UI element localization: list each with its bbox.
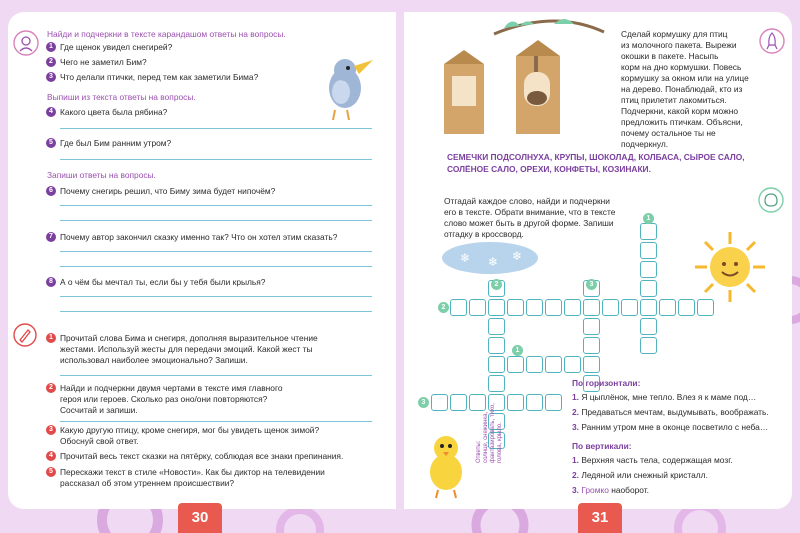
crossword-instruction-4: отгадку в кроссворд. bbox=[444, 229, 524, 239]
task-5-line1: Перескажи текст в стиле «Новости». Как бы диктор на телевидении bbox=[60, 467, 325, 477]
crossword-number: 2 bbox=[491, 279, 502, 290]
crossword-cell[interactable] bbox=[545, 356, 562, 373]
crossword-cell[interactable] bbox=[640, 280, 657, 297]
answer-line[interactable] bbox=[60, 205, 372, 206]
across-clue-2 bbox=[572, 407, 769, 418]
feeder-text-11: подчеркнул. bbox=[621, 139, 669, 149]
question-number: 5 bbox=[46, 138, 56, 148]
question-7: Почему автор закончил сказку именно так? Что он хотел этим сказать? bbox=[60, 232, 338, 242]
answer-line[interactable] bbox=[60, 311, 372, 312]
crossword-cell[interactable] bbox=[545, 394, 562, 411]
section3-header: Запиши ответы на вопросы. bbox=[47, 170, 156, 180]
feeder-text-6: на дерево. Понаблюдай, кто из bbox=[621, 84, 743, 94]
clue-number: 2. bbox=[572, 470, 579, 480]
crossword-cell[interactable] bbox=[507, 394, 524, 411]
rocket-icon bbox=[758, 27, 786, 55]
section1-header: Найди и подчеркни в тексте карандашом ответы на вопросы. bbox=[47, 29, 286, 39]
question-5: Где был Бим ранним утром? bbox=[60, 138, 172, 148]
answers-line: голова, крыло. bbox=[497, 422, 503, 463]
clue-text: наоборот. bbox=[608, 485, 649, 495]
task-4-line1: Прочитай весь текст сказки на пятёрку, соблюдая все знаки препинания. bbox=[60, 451, 344, 461]
crossword-cell[interactable] bbox=[564, 299, 581, 316]
feeder-illustration bbox=[434, 14, 614, 144]
across-clue-3 bbox=[572, 422, 768, 433]
crossword-cell[interactable] bbox=[583, 337, 600, 354]
crossword-cell[interactable] bbox=[640, 318, 657, 335]
crossword-number: 3 bbox=[418, 397, 429, 408]
question-number: 2 bbox=[46, 57, 56, 67]
down-header: По вертикали: bbox=[572, 441, 632, 451]
question-number: 8 bbox=[46, 277, 56, 287]
crossword-number: 1 bbox=[512, 345, 523, 356]
crossword-cell[interactable] bbox=[488, 299, 505, 316]
clue-number: 3. bbox=[572, 485, 579, 495]
crossword-cell[interactable] bbox=[564, 356, 581, 373]
question-number: 6 bbox=[46, 186, 56, 196]
crossword-number: 2 bbox=[438, 302, 449, 313]
thinking-icon bbox=[12, 29, 40, 57]
down-clue-1 bbox=[572, 455, 733, 466]
crossword-instruction-3: слово может быть в другой форме. Запиши bbox=[444, 218, 614, 228]
task-1-line1: Прочитай слова Бима и снегиря, дополняя выразительное чтение bbox=[60, 333, 318, 343]
task-3-line1: Какую другую птицу, кроме снегиря, мог бы увидеть щенок зимой? bbox=[60, 425, 320, 435]
crossword-cell[interactable] bbox=[507, 299, 524, 316]
feeder-text-9: предложить птичкам. Объясни, bbox=[621, 117, 743, 127]
crossword-number: 1 bbox=[643, 213, 654, 224]
crossword-cell[interactable] bbox=[488, 337, 505, 354]
answer-line[interactable] bbox=[60, 128, 372, 129]
feeder-text-5: кормушку за окном или на улице bbox=[621, 73, 749, 83]
task-3-line2: Обоснуй свой ответ. bbox=[60, 436, 139, 446]
across-header: По горизонтали: bbox=[572, 378, 641, 388]
crossword-cell[interactable] bbox=[640, 337, 657, 354]
crossword-cell[interactable] bbox=[697, 299, 714, 316]
across-clue-1 bbox=[572, 392, 756, 403]
clue-number: 3. bbox=[572, 422, 579, 432]
crossword-cell[interactable] bbox=[545, 299, 562, 316]
crossword-number: 3 bbox=[586, 279, 597, 290]
task-number: 2 bbox=[46, 383, 56, 393]
question-8: А о чём бы мечтал ты, если бы у тебя были крылья? bbox=[60, 277, 266, 287]
sun-illustration bbox=[693, 230, 767, 304]
question-4: Какого цвета была рябина? bbox=[60, 107, 168, 117]
task-2-line3: Сосчитай и запиши. bbox=[60, 405, 138, 415]
clue-highlight: Громко bbox=[581, 485, 609, 495]
question-number: 7 bbox=[46, 232, 56, 242]
task-2-line2: героя или героев. Сколько раз оно/они повторяются? bbox=[60, 394, 268, 404]
question-3: Что делали птички, перед тем как заметили Бима? bbox=[60, 72, 259, 82]
pencil-icon bbox=[12, 322, 38, 348]
answer-line[interactable] bbox=[60, 220, 372, 221]
crossword-cell[interactable] bbox=[640, 223, 657, 240]
task-number: 3 bbox=[46, 425, 56, 435]
crossword-cell[interactable] bbox=[488, 356, 505, 373]
task-1-line2: жестами. Используй жесты для передачи эмоций. Какой жест ты bbox=[60, 344, 313, 354]
chick-illustration bbox=[418, 428, 474, 500]
svg-text:❄: ❄ bbox=[512, 249, 523, 263]
crossword-cell[interactable] bbox=[583, 299, 600, 316]
crossword-cell[interactable] bbox=[526, 394, 543, 411]
crossword-cell[interactable] bbox=[526, 356, 543, 373]
clue-text: Я цыплёнок, мне тепло. Влез я к маме под… bbox=[581, 392, 757, 402]
crossword-cell[interactable] bbox=[621, 299, 638, 316]
clue-number: 2. bbox=[572, 407, 579, 417]
crossword-cell[interactable] bbox=[583, 318, 600, 335]
feeder-text-10: почему остальное ты не bbox=[621, 128, 716, 138]
answer-line[interactable] bbox=[60, 266, 372, 267]
food-list-2: СОЛЁНОЕ САЛО, ОРЕХИ, КОНФЕТЫ, КОЗИНАКИ. bbox=[447, 164, 651, 174]
snow-cloud-illustration bbox=[440, 240, 540, 276]
crossword-cell[interactable] bbox=[678, 299, 695, 316]
answers-line: солнце, снежинка, bbox=[483, 411, 489, 463]
crossword-cell[interactable] bbox=[659, 299, 676, 316]
question-1: Где щенок увидел снегирей? bbox=[60, 42, 173, 52]
clue-text: Предаваться мечтам, выдумывать, воображать. bbox=[581, 407, 769, 417]
feeder-text-8: Подчеркни, какой корм можно bbox=[621, 106, 738, 116]
feeder-text-3: окошки в пакете. Насыпь bbox=[621, 51, 719, 61]
answer-line[interactable] bbox=[60, 421, 372, 422]
crossword-cell[interactable] bbox=[488, 318, 505, 335]
page-number-right: 31 bbox=[578, 503, 622, 533]
clue-text: Ранним утром мне в оконце посветило с неба… bbox=[581, 422, 769, 432]
crossword-cell[interactable] bbox=[488, 375, 505, 392]
brain-icon bbox=[757, 186, 785, 214]
crossword-cell[interactable] bbox=[450, 394, 467, 411]
down-clue-3 bbox=[572, 485, 649, 496]
question-number: 3 bbox=[46, 72, 56, 82]
answers-line: фантазировать, тихо, bbox=[490, 403, 496, 463]
question-number: 4 bbox=[46, 107, 56, 117]
task-number: 1 bbox=[46, 333, 56, 343]
clue-number: 1. bbox=[572, 392, 579, 402]
feeder-text-4: корм на дно кормушки. Повесь bbox=[621, 62, 742, 72]
answer-line[interactable] bbox=[60, 375, 372, 376]
svg-text:❄: ❄ bbox=[488, 255, 499, 269]
task-2-line1: Найди и подчеркни двумя чертами в тексте имя главного bbox=[60, 383, 283, 393]
clue-number: 1. bbox=[572, 455, 579, 465]
answer-line[interactable] bbox=[60, 251, 372, 252]
task-5-line2: рассказал об этом утреннем происшествии? bbox=[60, 478, 235, 488]
crossword-cell[interactable] bbox=[583, 356, 600, 373]
question-2: Чего не заметил Бим? bbox=[60, 57, 147, 67]
crossword-cell[interactable] bbox=[640, 242, 657, 259]
answer-line[interactable] bbox=[60, 296, 372, 297]
bird-illustration bbox=[315, 52, 379, 124]
feeder-text-1: Сделай кормушку для птиц bbox=[621, 29, 728, 39]
svg-text:❄: ❄ bbox=[460, 251, 471, 265]
page-number-left: 30 bbox=[178, 503, 222, 533]
answer-line[interactable] bbox=[60, 159, 372, 160]
feeder-text-7: птиц прилетит лакомиться. bbox=[621, 95, 727, 105]
crossword-cell[interactable] bbox=[640, 299, 657, 316]
task-number: 5 bbox=[46, 467, 56, 477]
section2-header: Выпиши из текста ответы на вопросы. bbox=[47, 92, 196, 102]
crossword-cell[interactable] bbox=[507, 356, 524, 373]
feeder-text-2: из молочного пакета. Вырежи bbox=[621, 40, 737, 50]
clue-text: Ледяной или снежный кристалл. bbox=[581, 470, 708, 480]
crossword-instruction-1: Отгадай каждое слово, найди и подчеркни bbox=[444, 196, 610, 206]
answers-rotated bbox=[476, 403, 504, 463]
clue-text: Верхняя часть тела, содержащая мозг. bbox=[581, 455, 733, 465]
question-6: Почему снегирь решил, что Биму зима будет нипочём? bbox=[60, 186, 276, 196]
task-1-line3: использовал наиболее эмоционально? Запиши. bbox=[60, 355, 248, 365]
food-list-1: СЕМЕЧКИ ПОДСОЛНУХА, КРУПЫ, ШОКОЛАД, КОЛБАСА, СЫРОЕ САЛО, bbox=[447, 152, 745, 162]
crossword-cell[interactable] bbox=[640, 261, 657, 278]
crossword-cell[interactable] bbox=[431, 394, 448, 411]
question-number: 1 bbox=[46, 42, 56, 52]
crossword-cell[interactable] bbox=[469, 299, 486, 316]
crossword-cell[interactable] bbox=[602, 299, 619, 316]
crossword-cell[interactable] bbox=[450, 299, 467, 316]
crossword-cell[interactable] bbox=[526, 299, 543, 316]
crossword-instruction-2: его в тексте. Обрати внимание, что в тексте bbox=[444, 207, 616, 217]
task-number: 4 bbox=[46, 451, 56, 461]
down-clue-2 bbox=[572, 470, 708, 481]
answers-label: Ответы: bbox=[476, 440, 482, 463]
